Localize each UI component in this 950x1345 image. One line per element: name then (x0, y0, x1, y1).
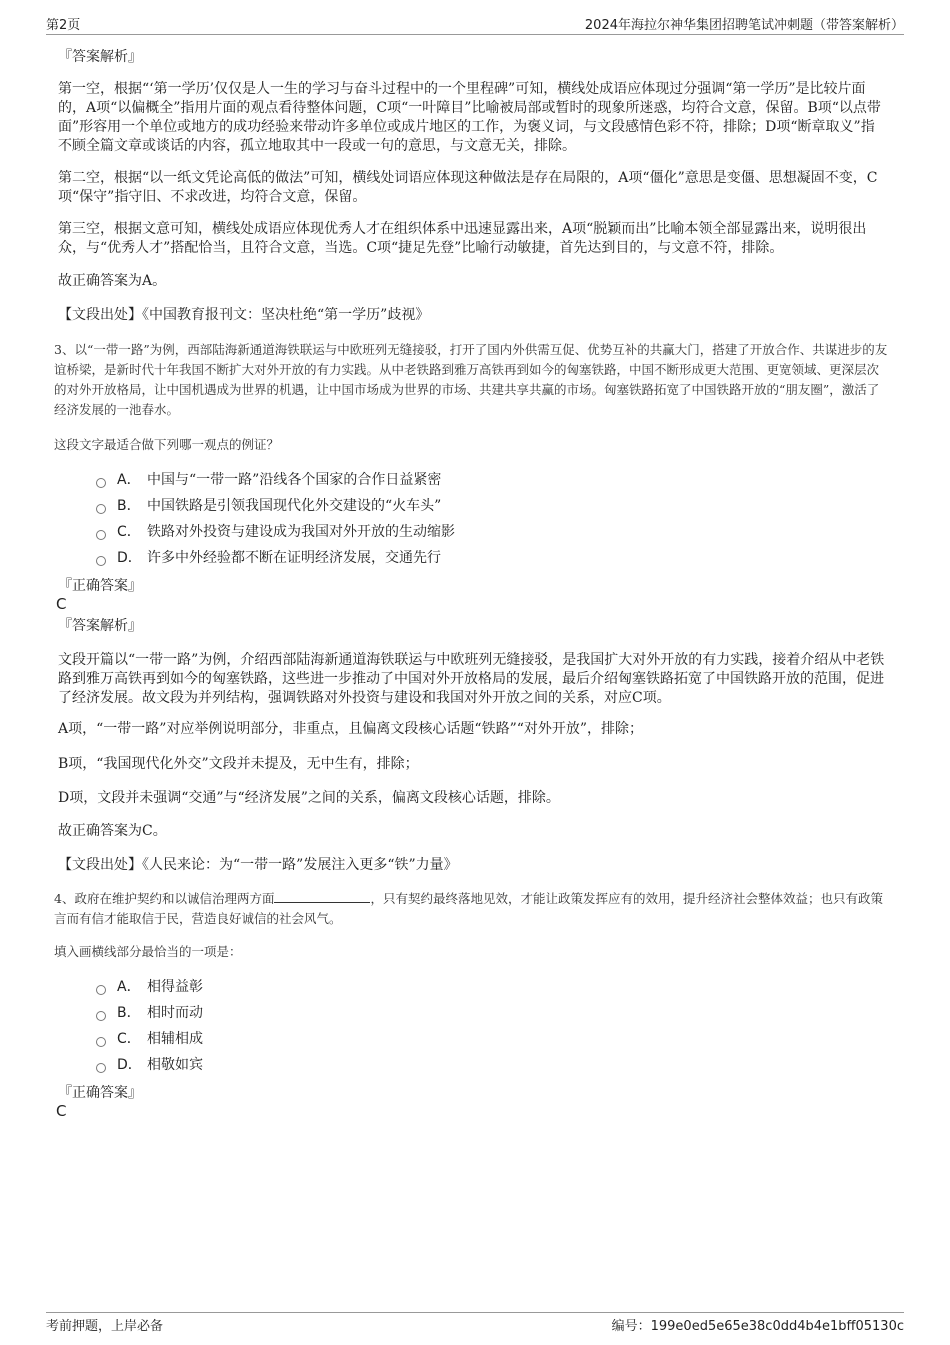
analysis-note: A项，“一带一路”对应举例说明部分，非重点，且偏离文段核心话题“铁路”“对外开放”，排除； (58, 721, 644, 737)
conclusion: 故正确答案为C。 (58, 823, 167, 839)
option-key: D． (117, 1057, 142, 1073)
correct-answer: C (56, 1102, 67, 1120)
option-text: 相时而动 (147, 1005, 203, 1021)
document-id: 编号：199e0ed5e65e38c0dd4b4e1bff05130c (611, 1319, 904, 1334)
option-key: B． (117, 1005, 141, 1021)
option-b[interactable] (96, 497, 441, 516)
option-c[interactable] (96, 523, 455, 542)
option-key: D． (117, 550, 142, 566)
option-key: A． (117, 472, 141, 488)
document-title: 2024年海拉尔神华集团招聘笔试冲刺题（带答案解析） (584, 18, 904, 33)
option-key: C． (117, 1031, 141, 1047)
analysis-label: 『答案解析』 (58, 49, 142, 65)
question-stem (54, 889, 888, 929)
option-text: 中国与“一带一路”沿线各个国家的合作日益紧密 (147, 472, 442, 488)
option-text: 相辅相成 (147, 1031, 203, 1047)
option-text: 铁路对外投资与建设成为我国对外开放的生动缩影 (147, 524, 455, 540)
page-footer (46, 1312, 904, 1333)
page-number: 第2页 (46, 18, 81, 33)
page-header (46, 14, 904, 35)
option-key: B． (117, 498, 141, 514)
radio-icon[interactable] (96, 478, 106, 488)
option-key: C． (117, 524, 141, 540)
question-prompt: 这段文字最适合做下列哪一观点的例证？ (54, 437, 280, 452)
analysis-label: 『答案解析』 (58, 618, 142, 634)
analysis-paragraph: 文段开篇以“一带一路”为例，介绍西部陆海新通道海铁联运与中欧班列无缝接驳，是我国扩大对外开放的有力实践，接着介绍从中老铁路到雅万高铁再到如今的匈塞铁路，这些进一步推动了中国对外开放格局的发展，最后介绍匈塞铁路拓宽了中国铁路开放的范围，促进了经济发展。故文段为并列结构，强调铁路对外投资与建设和我国对外开放之间的关系，对应C项。 (58, 652, 885, 706)
option-d[interactable] (96, 549, 441, 568)
stem-after: ，只有契约最终落地见效，才能让政策发挥应有的效用，提升经济社会整体效益；也只有政策言而有信才能取信于民，营造良好诚信的社会风气。 (54, 891, 883, 926)
question-prompt: 填入画横线部分最恰当的一项是： (54, 944, 242, 959)
analysis-paragraph: 第一空，根据“‘第一学历’仅仅是人一生的学习与奋斗过程中的一个里程碑”可知，横线处成语应体现过分强调“第一学历”是比较片面的，A项“以偏概全”指用片面的观点看待整体问题，C项“一叶障目”比喻被局部或暂时的现象所迷惑，均符合文意，保留。B项“以点带面”形容用一个单位或地方的成功经验来带动许多单位或成片地区的工作，为褒义词，与文段感情色彩不符，排除；D项“断章取义”指不顾全篇文章或谈话的内容，孤立地取其中一段或一句的意思，与文意无关，排除。 (58, 81, 881, 154)
fill-blank (274, 890, 370, 903)
question-stem: 3、以“一带一路”为例，西部陆海新通道海铁联运与中欧班列无缝接驳，打开了国内外供需互促、优势互补的共赢大门，搭建了开放合作、共谋进步的友谊桥梁，是新时代十年我国不断扩大对外开放的有力实践。从中老铁路到雅万高铁再到如今的匈塞铁路，中国不断形成更大范围、更宽领域、更深层次的对外开放格局，让中国机遇成为世界的机遇，让中国市场成为世界的市场、共建共享共赢的市场。匈塞铁路拓宽了中国铁路开放的“朋友圈”，激活了经济发展的一池春水。 (54, 342, 888, 417)
analysis-paragraph: 第三空，根据文意可知，横线处成语应体现优秀人才在组织体系中迅速显露出来，A项“脱颖而出”比喻本领全部显露出来，说明很出众，与“优秀人才”搭配恰当，且符合文意，当选。C项“捷足先登”比喻行动敏捷，首先达到目的，与文意不符，排除。 (58, 221, 867, 256)
option-key: A． (117, 979, 141, 995)
radio-icon[interactable] (96, 530, 106, 540)
option-text: 相得益彰 (147, 979, 203, 995)
analysis-note: B项，“我国现代化外交”文段并未提及，无中生有，排除； (58, 756, 419, 772)
radio-icon[interactable] (96, 504, 106, 514)
analysis-paragraph: 第二空，根据“以一纸文凭论高低的做法”可知，横线处词语应体现这种做法是存在局限的，A项“僵化”意思是变僵、思想凝固不变，C项“保守”指守旧、不求改进，均符合文意，保留。 (58, 170, 878, 205)
radio-icon[interactable] (96, 985, 106, 995)
option-a[interactable] (96, 471, 441, 490)
option-d[interactable] (96, 1056, 203, 1075)
correct-answer-label: 『正确答案』 (58, 578, 142, 594)
source-citation: 【文段出处】《人民来论：为“一带一路”发展注入更多“铁”力量》 (58, 857, 458, 873)
correct-answer-label: 『正确答案』 (58, 1085, 142, 1101)
option-text: 相敬如宾 (147, 1057, 203, 1073)
correct-answer: C (56, 595, 67, 613)
option-a[interactable] (96, 978, 203, 997)
option-c[interactable] (96, 1030, 203, 1049)
radio-icon[interactable] (96, 556, 106, 566)
radio-icon[interactable] (96, 1063, 106, 1073)
source-citation: 【文段出处】《中国教育报刊文：坚决杜绝“第一学历”歧视》 (58, 307, 430, 323)
footer-slogan: 考前押题，上岸必备 (46, 1319, 164, 1334)
option-b[interactable] (96, 1004, 203, 1023)
conclusion: 故正确答案为A。 (58, 273, 167, 289)
option-text: 中国铁路是引领我国现代化外交建设的“火车头” (147, 498, 442, 514)
radio-icon[interactable] (96, 1011, 106, 1021)
analysis-note: D项，文段并未强调“交通”与“经济发展”之间的关系，偏离文段核心话题，排除。 (58, 790, 560, 806)
stem-before: 4、政府在维护契约和以诚信治理两方面 (54, 891, 275, 906)
radio-icon[interactable] (96, 1037, 106, 1047)
option-text: 许多中外经验都不断在证明经济发展，交通先行 (147, 550, 441, 566)
